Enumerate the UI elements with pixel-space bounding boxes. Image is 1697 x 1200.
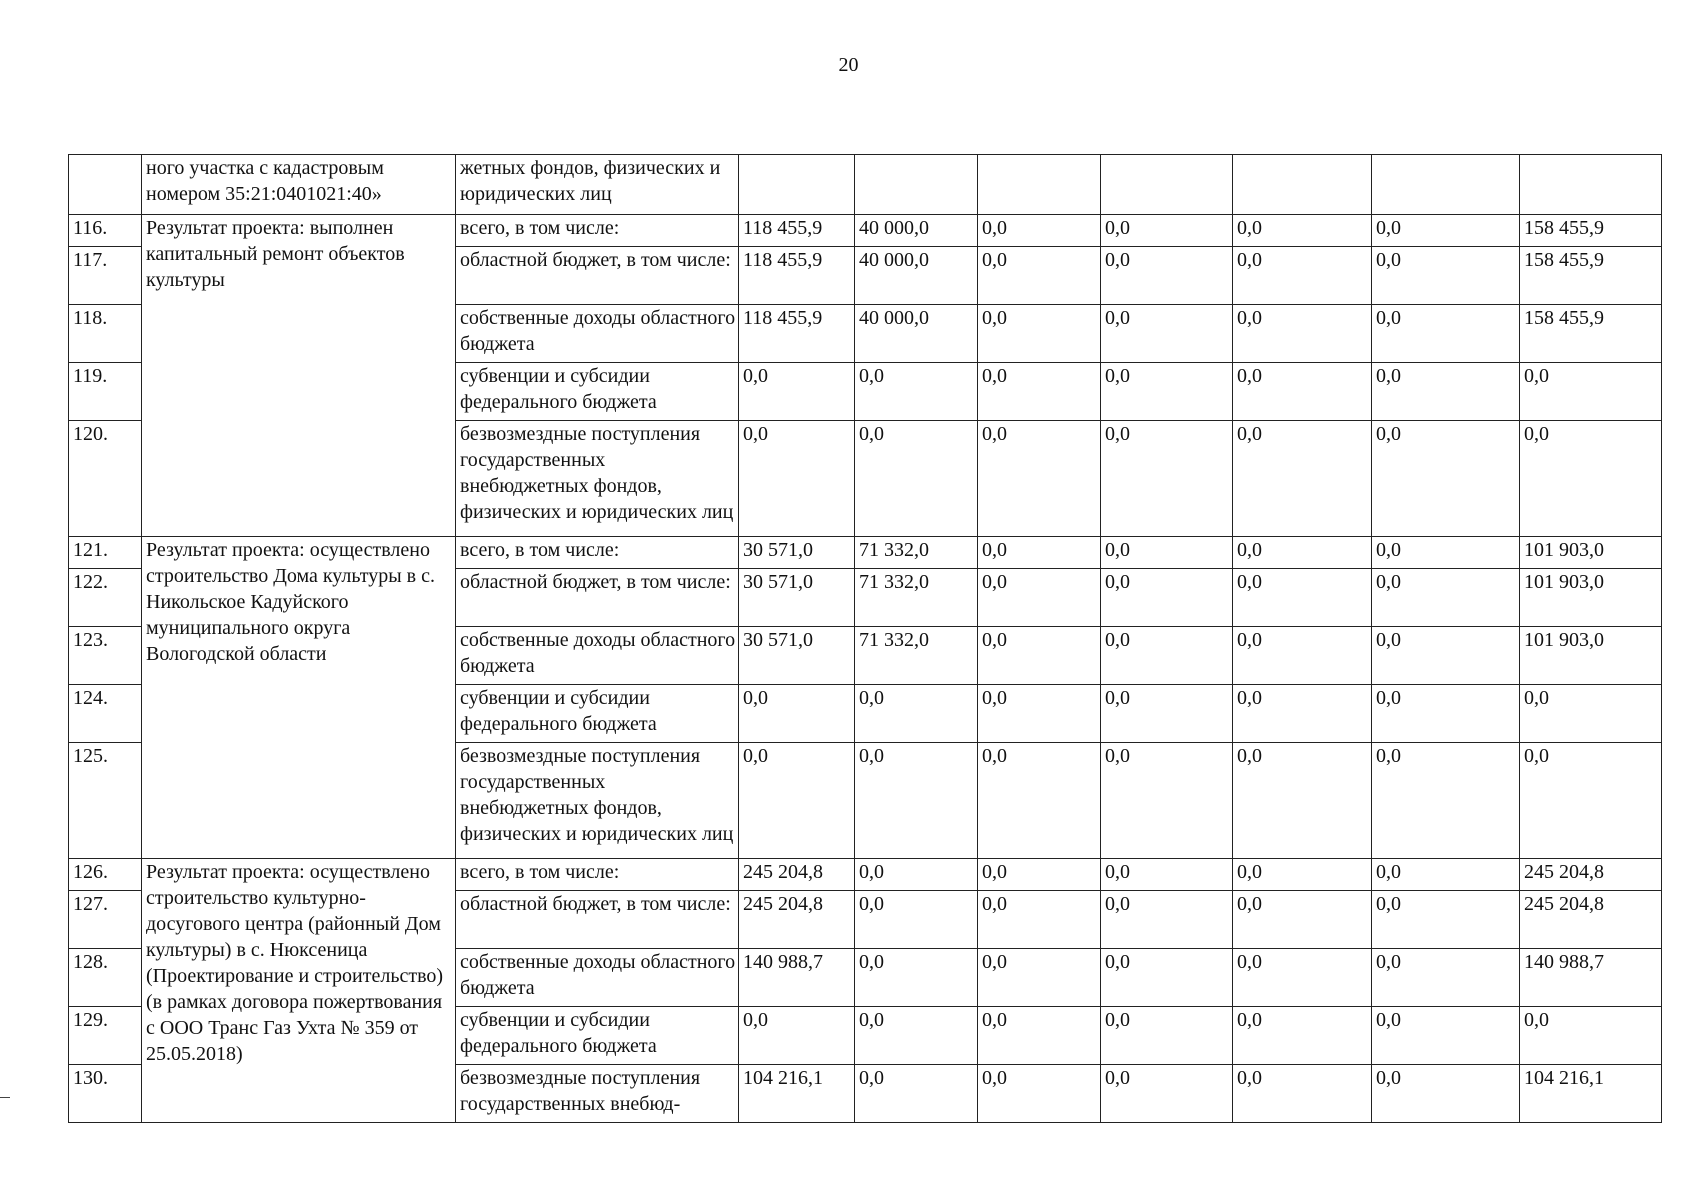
value-cell: 0,0 <box>978 363 1101 421</box>
row-number: 116. <box>69 215 142 247</box>
funding-source: областной бюджет, в том числе: <box>456 247 739 305</box>
margin-mark <box>0 1097 10 1098</box>
value-cell: 0,0 <box>978 627 1101 685</box>
total-cell: 158 455,9 <box>1520 215 1662 247</box>
row-number: 129. <box>69 1007 142 1065</box>
funding-source: всего, в том числе: <box>456 537 739 569</box>
value-cell: 40 000,0 <box>855 215 978 247</box>
value-cell: 0,0 <box>978 685 1101 743</box>
value-cell: 0,0 <box>1372 363 1520 421</box>
value-cell: 0,0 <box>1372 569 1520 627</box>
value-cell: 0,0 <box>1372 215 1520 247</box>
total-cell: 245 204,8 <box>1520 891 1662 949</box>
value-cell: 0,0 <box>1233 685 1372 743</box>
value-cell: 0,0 <box>1101 627 1233 685</box>
value-cell: 0,0 <box>978 215 1101 247</box>
budget-table <box>68 154 1662 1123</box>
value-cell: 0,0 <box>855 685 978 743</box>
value-cell: 0,0 <box>1233 569 1372 627</box>
row-number: 124. <box>69 685 142 743</box>
funding-source: субвенции и субсидии федерального бюджета <box>456 685 739 743</box>
value-cell: 0,0 <box>855 1065 978 1123</box>
value-cell: 0,0 <box>978 949 1101 1007</box>
value-cell: 0,0 <box>1233 627 1372 685</box>
value-cell: 0,0 <box>855 859 978 891</box>
funding-source: безвозмездные поступления государственных внебюджетных фондов, физических и юридических лиц <box>456 421 739 537</box>
value-cell: 0,0 <box>739 743 855 859</box>
total-cell: 0,0 <box>1520 363 1662 421</box>
value-cell: 0,0 <box>1233 1007 1372 1065</box>
value-cell: 0,0 <box>1101 891 1233 949</box>
project-description: ного участка с кадастровым номером 35:21:0401021:40» <box>142 155 456 215</box>
value-cell: 0,0 <box>739 421 855 537</box>
total-cell: 158 455,9 <box>1520 247 1662 305</box>
value-cell: 0,0 <box>1372 247 1520 305</box>
value-cell: 0,0 <box>1372 537 1520 569</box>
value-cell: 40 000,0 <box>855 247 978 305</box>
funding-source: всего, в том числе: <box>456 215 739 247</box>
value-cell: 40 000,0 <box>855 305 978 363</box>
value-cell: 0,0 <box>1372 949 1520 1007</box>
value-cell: 0,0 <box>1233 363 1372 421</box>
value-cell: 0,0 <box>1372 685 1520 743</box>
value-cell: 0,0 <box>978 891 1101 949</box>
value-cell: 0,0 <box>1101 363 1233 421</box>
value-cell: 0,0 <box>978 421 1101 537</box>
row-number: 120. <box>69 421 142 537</box>
value-cell: 0,0 <box>978 1065 1101 1123</box>
value-cell: 0,0 <box>1372 891 1520 949</box>
value-cell: 0,0 <box>1101 215 1233 247</box>
value-cell: 118 455,9 <box>739 247 855 305</box>
value-cell: 0,0 <box>1233 421 1372 537</box>
continuation-row <box>69 155 1662 215</box>
funding-source: собственные доходы областного бюджета <box>456 627 739 685</box>
value-cell: 0,0 <box>1372 859 1520 891</box>
row-number: 127. <box>69 891 142 949</box>
row-number: 125. <box>69 743 142 859</box>
value-cell: 0,0 <box>978 1007 1101 1065</box>
value-cell: 30 571,0 <box>739 627 855 685</box>
value-cell: 0,0 <box>739 685 855 743</box>
project-description: Результат проекта: осуществлено строительство культурно-досугового центра (районный Дом культуры) в с. Нюксеница (Проектирование и строительство) (в рамках договора пожертвования с ООО Транс Газ Ухта № 359 от 25.05.2018) <box>142 859 456 1123</box>
funding-source: областной бюджет, в том числе: <box>456 891 739 949</box>
table-row <box>69 215 1662 247</box>
value-cell: 0,0 <box>1372 305 1520 363</box>
value-cell: 0,0 <box>1101 537 1233 569</box>
table-row <box>69 537 1662 569</box>
row-number: 119. <box>69 363 142 421</box>
project-description: Результат проекта: осуществлено строительство Дома культуры в с. Никольское Кадуйского муниципального округа Вологодской области <box>142 537 456 859</box>
row-number: 123. <box>69 627 142 685</box>
value-cell: 0,0 <box>855 421 978 537</box>
value-cell: 0,0 <box>1233 891 1372 949</box>
value-cell: 0,0 <box>1101 743 1233 859</box>
row-number: 130. <box>69 1065 142 1123</box>
value-cell: 0,0 <box>1233 743 1372 859</box>
value-cell: 0,0 <box>978 743 1101 859</box>
value-cell: 245 204,8 <box>739 859 855 891</box>
total-cell: 245 204,8 <box>1520 859 1662 891</box>
value-cell: 0,0 <box>1101 305 1233 363</box>
value-cell: 118 455,9 <box>739 215 855 247</box>
value-cell: 0,0 <box>1233 949 1372 1007</box>
row-number: 118. <box>69 305 142 363</box>
value-cell: 245 204,8 <box>739 891 855 949</box>
value-cell: 30 571,0 <box>739 537 855 569</box>
funding-source: безвозмездные поступления государственных внебюджетных фондов, физических и юридических лиц <box>456 743 739 859</box>
value-cell: 104 216,1 <box>739 1065 855 1123</box>
funding-source: безвозмездные поступления государственных внебюд- <box>456 1065 739 1123</box>
value-cell: 0,0 <box>978 305 1101 363</box>
value-cell: 0,0 <box>1372 1065 1520 1123</box>
value-cell: 0,0 <box>1372 421 1520 537</box>
row-number: 128. <box>69 949 142 1007</box>
value-cell: 0,0 <box>1101 569 1233 627</box>
value-cell: 0,0 <box>1372 743 1520 859</box>
value-cell: 71 332,0 <box>855 569 978 627</box>
row-number: 117. <box>69 247 142 305</box>
total-cell: 158 455,9 <box>1520 305 1662 363</box>
value-cell: 0,0 <box>1101 247 1233 305</box>
value-cell: 30 571,0 <box>739 569 855 627</box>
value-cell: 0,0 <box>1372 627 1520 685</box>
total-cell: 101 903,0 <box>1520 627 1662 685</box>
funding-source: всего, в том числе: <box>456 859 739 891</box>
funding-source: субвенции и субсидии федерального бюджета <box>456 1007 739 1065</box>
funding-source: собственные доходы областного бюджета <box>456 949 739 1007</box>
value-cell: 0,0 <box>855 743 978 859</box>
total-cell: 104 216,1 <box>1520 1065 1662 1123</box>
value-cell: 0,0 <box>855 1007 978 1065</box>
total-cell: 101 903,0 <box>1520 537 1662 569</box>
value-cell: 71 332,0 <box>855 537 978 569</box>
project-description: Результат проекта: выполнен капитальный ремонт объектов культуры <box>142 215 456 537</box>
total-cell: 0,0 <box>1520 421 1662 537</box>
value-cell: 0,0 <box>1101 1065 1233 1123</box>
value-cell: 0,0 <box>1101 421 1233 537</box>
row-number: 121. <box>69 537 142 569</box>
value-cell: 0,0 <box>1101 1007 1233 1065</box>
value-cell: 0,0 <box>978 859 1101 891</box>
value-cell: 0,0 <box>1233 859 1372 891</box>
value-cell: 0,0 <box>1372 1007 1520 1065</box>
value-cell: 0,0 <box>978 247 1101 305</box>
total-cell: 0,0 <box>1520 1007 1662 1065</box>
value-cell: 140 988,7 <box>739 949 855 1007</box>
value-cell: 0,0 <box>739 363 855 421</box>
total-cell: 101 903,0 <box>1520 569 1662 627</box>
funding-source: собственные доходы областного бюджета <box>456 305 739 363</box>
value-cell: 0,0 <box>1233 305 1372 363</box>
value-cell: 0,0 <box>855 363 978 421</box>
value-cell: 0,0 <box>978 537 1101 569</box>
value-cell: 71 332,0 <box>855 627 978 685</box>
value-cell: 0,0 <box>1101 949 1233 1007</box>
value-cell: 0,0 <box>1233 537 1372 569</box>
value-cell: 0,0 <box>1233 247 1372 305</box>
funding-source: субвенции и субсидии федерального бюджета <box>456 363 739 421</box>
row-number: 126. <box>69 859 142 891</box>
funding-source: областной бюджет, в том числе: <box>456 569 739 627</box>
value-cell: 0,0 <box>978 569 1101 627</box>
value-cell: 0,0 <box>739 1007 855 1065</box>
table-row <box>69 859 1662 891</box>
page-number: 20 <box>838 54 859 76</box>
value-cell: 0,0 <box>1233 215 1372 247</box>
value-cell: 0,0 <box>855 891 978 949</box>
value-cell: 0,0 <box>1101 859 1233 891</box>
total-cell: 0,0 <box>1520 743 1662 859</box>
total-cell: 140 988,7 <box>1520 949 1662 1007</box>
funding-source: жетных фондов, физических и юридических лиц <box>456 155 739 215</box>
value-cell: 118 455,9 <box>739 305 855 363</box>
total-cell: 0,0 <box>1520 685 1662 743</box>
row-number: 122. <box>69 569 142 627</box>
value-cell: 0,0 <box>1101 685 1233 743</box>
row-number <box>69 155 142 215</box>
value-cell: 0,0 <box>1233 1065 1372 1123</box>
value-cell: 0,0 <box>855 949 978 1007</box>
